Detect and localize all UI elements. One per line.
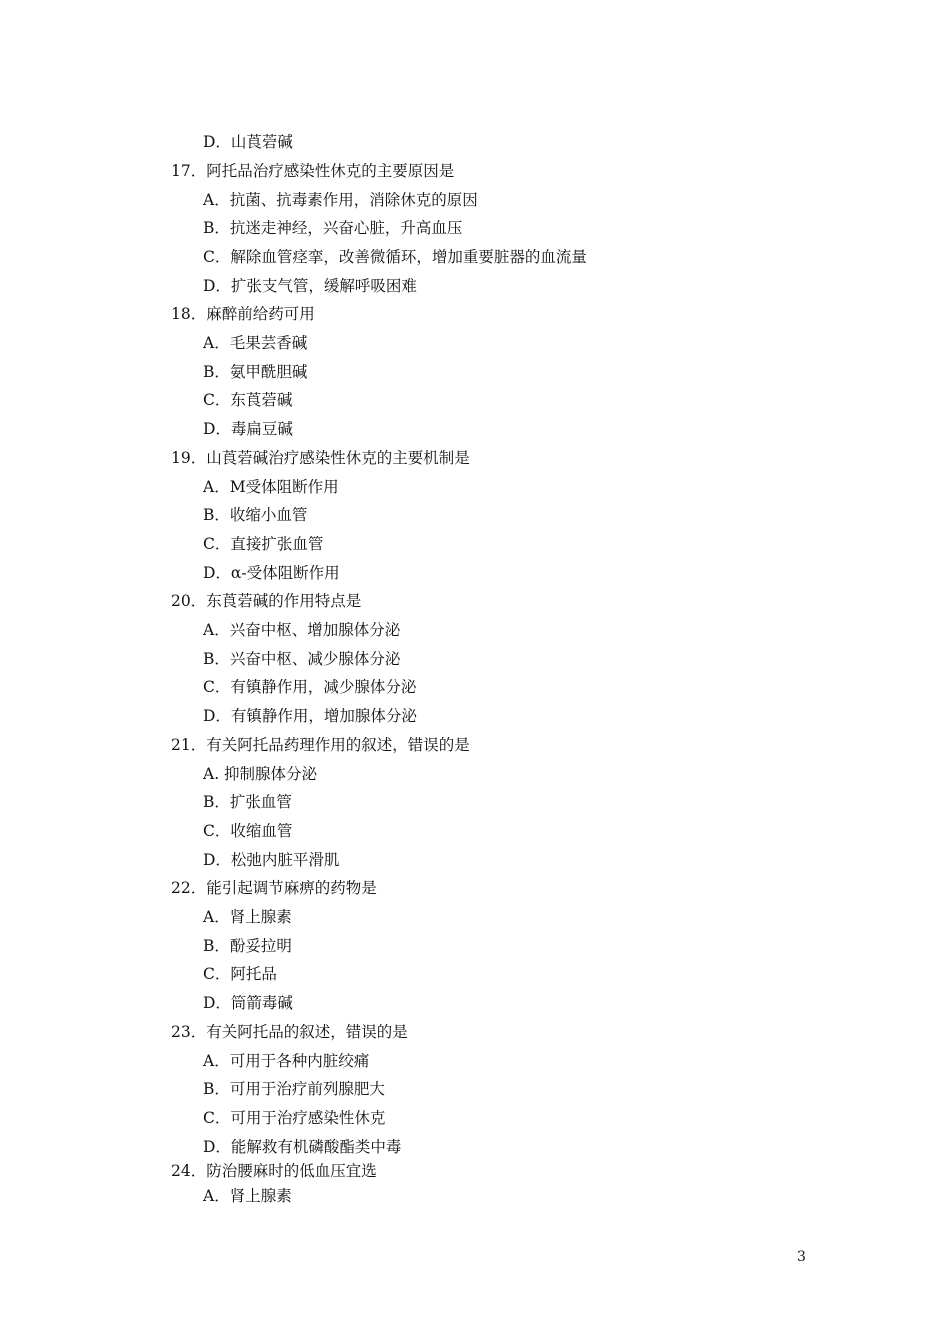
- option-text: C．阿托品: [203, 965, 277, 983]
- option-text: A．肾上腺素: [203, 1187, 292, 1205]
- question-text: 17．阿托品治疗感染性休克的主要原因是: [171, 162, 455, 180]
- option-text: B．收缩小血管: [203, 506, 308, 524]
- question-text: 20．东莨菪碱的作用特点是: [171, 592, 362, 610]
- option-text: C．可用于治疗感染性休克: [203, 1109, 386, 1127]
- option-text: C．收缩血管: [203, 822, 293, 840]
- option-text: B．兴奋中枢、减少腺体分泌: [203, 650, 401, 668]
- question-text: 19．山莨菪碱治疗感染性休克的主要机制是: [171, 449, 470, 467]
- question-text: 23．有关阿托品的叙述，错误的是: [171, 1023, 408, 1041]
- option-text: A．可用于各种内脏绞痛: [203, 1052, 370, 1070]
- option-text: C．解除血管痉挛，改善微循环，增加重要脏器的血流量: [203, 248, 587, 266]
- option-text: A．肾上腺素: [203, 908, 292, 926]
- option-text: D．筒箭毒碱: [203, 994, 293, 1012]
- option-text: B．可用于治疗前列腺肥大: [203, 1080, 385, 1098]
- option-text: C．有镇静作用，减少腺体分泌: [203, 678, 417, 696]
- option-text: D．有镇静作用，增加腺体分泌: [203, 707, 417, 725]
- option-text: D．α-受体阻断作用: [203, 564, 340, 582]
- option-text: B．氨甲酰胆碱: [203, 363, 308, 381]
- question-text: 21．有关阿托品药理作用的叙述，错误的是: [171, 736, 470, 754]
- option-text: A. 抑制腺体分泌: [203, 765, 318, 783]
- question-text: 24．防治腰麻时的低血压宜选: [171, 1162, 377, 1180]
- option-text: C．东莨菪碱: [203, 391, 293, 409]
- option-text: D．山莨菪碱: [203, 133, 293, 151]
- option-text: A．抗菌、抗毒素作用，消除休克的原因: [203, 191, 478, 209]
- option-text: B．抗迷走神经，兴奋心脏，升高血压: [203, 219, 463, 237]
- option-text: D．扩张支气管，缓解呼吸困难: [203, 277, 417, 295]
- option-text: A．毛果芸香碱: [203, 334, 308, 352]
- option-text: C．直接扩张血管: [203, 535, 324, 553]
- option-text: A．兴奋中枢、增加腺体分泌: [203, 621, 401, 639]
- question-text: 18．麻醉前给药可用: [171, 305, 315, 323]
- option-text: B．酚妥拉明: [203, 937, 292, 955]
- option-text: A．M受体阻断作用: [203, 478, 339, 496]
- question-text: 22．能引起调节麻痹的药物是: [171, 879, 377, 897]
- page-number: 3: [797, 1249, 806, 1265]
- option-text: D．能解救有机磷酸酯类中毒: [203, 1138, 402, 1156]
- option-text: D．毒扁豆碱: [203, 420, 293, 438]
- option-text: D．松弛内脏平滑肌: [203, 851, 340, 869]
- option-text: B．扩张血管: [203, 793, 292, 811]
